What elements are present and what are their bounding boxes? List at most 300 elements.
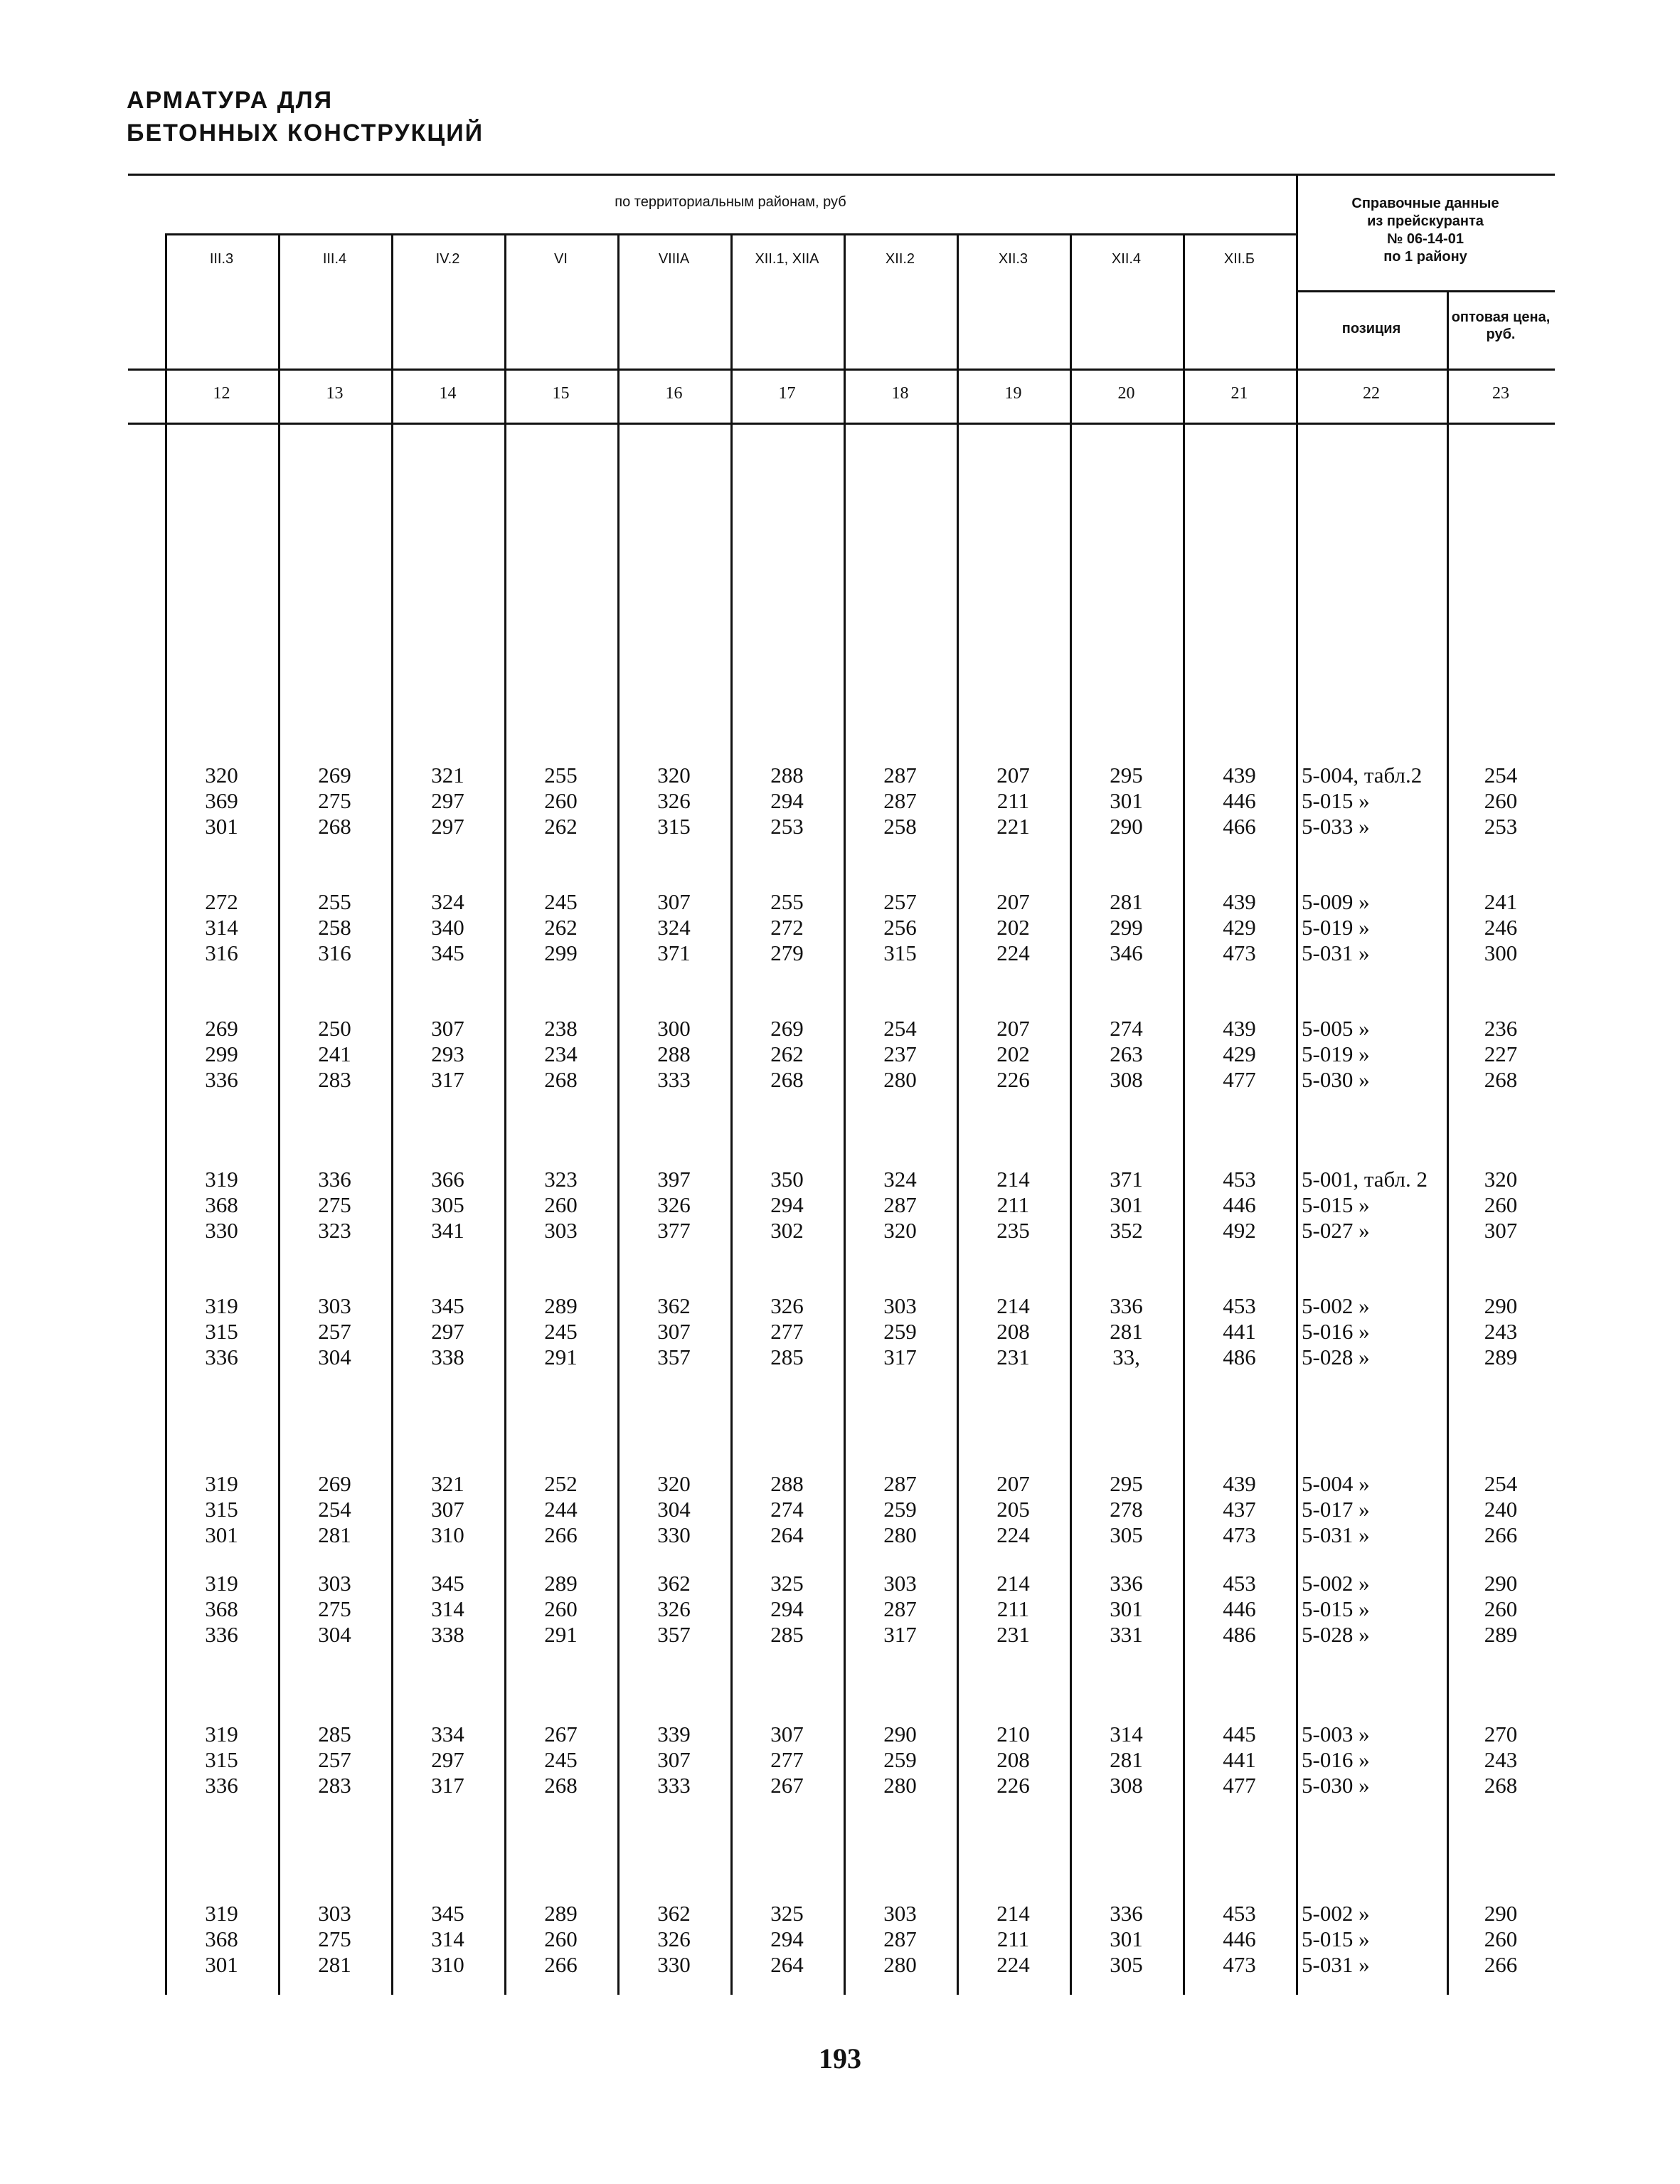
table-cell: 211	[996, 1192, 1030, 1217]
table-cell: 287	[883, 788, 917, 813]
table-cell: 262	[770, 1041, 804, 1066]
column-header-13: III.4	[322, 251, 347, 267]
page-number: 193	[819, 2042, 861, 2074]
table-cell: 321	[431, 1471, 464, 1496]
table-cell: 268	[318, 814, 351, 839]
position-cell: 5-005 »	[1302, 1016, 1370, 1041]
table-cell: 319	[205, 1471, 238, 1496]
price-cell: 300	[1484, 940, 1518, 965]
table-cell: 260	[544, 788, 578, 813]
table-cell: 336	[1110, 1901, 1143, 1926]
table-cell: 473	[1223, 1522, 1256, 1547]
position-cell: 5-017 »	[1302, 1497, 1370, 1522]
table-cell: 314	[431, 1596, 464, 1621]
table-cell: 226	[996, 1067, 1030, 1092]
table-cell: 290	[1110, 814, 1143, 839]
price-cell: 270	[1484, 1722, 1518, 1746]
table-cell: 473	[1223, 1952, 1256, 1977]
table-cell: 315	[657, 814, 691, 839]
price-cell: 253	[1484, 814, 1518, 839]
reference-header: Справочные данные из прейскуранта № 06-14-01 по 1 району	[1351, 196, 1499, 265]
table-cell: 326	[657, 1192, 691, 1217]
group-header: по территориальным районам, руб	[615, 194, 846, 210]
position-cell: 5-015 »	[1302, 1192, 1370, 1217]
column-header-15: VI	[554, 251, 568, 267]
table-cell: 237	[883, 1041, 917, 1066]
table-cell: 368	[205, 1926, 238, 1951]
table-cell: 317	[431, 1067, 464, 1092]
table-cell: 437	[1223, 1497, 1256, 1522]
table-cell: 260	[544, 1596, 578, 1621]
table-cell: 297	[431, 1747, 464, 1772]
table-cell: 301	[1110, 1192, 1143, 1217]
table-cell: 303	[544, 1218, 578, 1243]
table-cell: 268	[770, 1067, 804, 1092]
table-cell: 336	[205, 1773, 238, 1798]
table-cell: 317	[431, 1773, 464, 1798]
table-cell: 362	[657, 1293, 691, 1318]
table-cell: 214	[996, 1167, 1030, 1192]
position-cell: 5-028 »	[1302, 1622, 1370, 1647]
table-cell: 346	[1110, 940, 1143, 965]
table-cell: 211	[996, 788, 1030, 813]
table-cell: 315	[205, 1319, 238, 1344]
column-header-21: XII.Б	[1223, 251, 1255, 267]
table-cell: 362	[657, 1571, 691, 1596]
table-cell: 486	[1223, 1345, 1256, 1369]
table-cell: 301	[205, 1522, 238, 1547]
table-cell: 441	[1223, 1747, 1256, 1772]
table-cell: 326	[657, 1596, 691, 1621]
table-cell: 302	[770, 1218, 804, 1243]
position-cell: 5-033 »	[1302, 814, 1370, 839]
title-line-1: АРМАТУРА ДЛЯ	[127, 87, 334, 114]
table-cell: 362	[657, 1901, 691, 1926]
position-cell: 5-019 »	[1302, 1041, 1370, 1066]
table-cell: 264	[770, 1952, 804, 1977]
table-cell: 377	[657, 1218, 691, 1243]
table-cell: 473	[1223, 940, 1256, 965]
table-cell: 257	[318, 1747, 351, 1772]
table-cell: 446	[1223, 1192, 1256, 1217]
table-cell: 255	[318, 889, 351, 914]
table-cell: 320	[883, 1218, 917, 1243]
table-cell: 277	[770, 1319, 804, 1344]
price-table	[128, 174, 1555, 2023]
column-header-16: VIIIA	[658, 251, 690, 267]
column-number: 21	[1230, 384, 1248, 403]
table-cell: 269	[318, 763, 351, 788]
table-cell: 275	[318, 1192, 351, 1217]
table-cell: 202	[996, 1041, 1030, 1066]
table-cell: 439	[1223, 1471, 1256, 1496]
table-cell: 304	[318, 1622, 351, 1647]
table-cell: 245	[544, 1319, 578, 1344]
price-cell: 260	[1484, 1192, 1518, 1217]
position-cell: 5-002 »	[1302, 1571, 1370, 1596]
table-cell: 299	[1110, 915, 1143, 940]
table-cell: 267	[770, 1773, 804, 1798]
table-cell: 208	[996, 1319, 1030, 1344]
table-cell: 371	[1110, 1167, 1143, 1192]
table-cell: 314	[431, 1926, 464, 1951]
table-cell: 289	[544, 1293, 578, 1318]
table-cell: 307	[657, 889, 691, 914]
table-cell: 211	[996, 1926, 1030, 1951]
table-cell: 260	[544, 1192, 578, 1217]
price-cell: 243	[1484, 1747, 1518, 1772]
table-cell: 253	[770, 814, 804, 839]
table-cell: 307	[770, 1722, 804, 1746]
price-cell: 260	[1484, 1596, 1518, 1621]
column-header-price: оптовая цена, руб.	[1451, 309, 1551, 342]
position-cell: 5-030 »	[1302, 1773, 1370, 1798]
table-cell: 301	[1110, 1596, 1143, 1621]
table-cell: 231	[996, 1622, 1030, 1647]
column-number: 22	[1363, 384, 1380, 403]
table-cell: 214	[996, 1293, 1030, 1318]
table-cell: 297	[431, 814, 464, 839]
table-cell: 338	[431, 1345, 464, 1369]
price-cell: 246	[1484, 915, 1518, 940]
column-number: 17	[778, 384, 796, 403]
table-cell: 259	[883, 1319, 917, 1344]
column-header-19: XII.3	[998, 251, 1028, 267]
table-cell: 226	[996, 1773, 1030, 1798]
table-cell: 316	[318, 940, 351, 965]
table-cell: 266	[544, 1522, 578, 1547]
table-cell: 281	[1110, 1319, 1143, 1344]
price-cell: 290	[1484, 1901, 1518, 1926]
table-cell: 285	[770, 1622, 804, 1647]
table-cell: 258	[318, 915, 351, 940]
table-cell: 446	[1223, 1926, 1256, 1951]
column-number: 18	[891, 384, 909, 403]
table-cell: 486	[1223, 1622, 1256, 1647]
table-cell: 315	[205, 1497, 238, 1522]
table-cell: 269	[770, 1016, 804, 1041]
table-cell: 221	[996, 814, 1030, 839]
table-cell: 288	[657, 1041, 691, 1066]
table-cell: 345	[431, 1901, 464, 1926]
table-cell: 324	[431, 889, 464, 914]
price-cell: 243	[1484, 1319, 1518, 1344]
table-cell: 326	[770, 1293, 804, 1318]
table-cell: 325	[770, 1901, 804, 1926]
table-cell: 301	[1110, 1926, 1143, 1951]
price-cell: 320	[1484, 1167, 1518, 1192]
table-cell: 294	[770, 1596, 804, 1621]
table-cell: 368	[205, 1596, 238, 1621]
table-cell: 441	[1223, 1319, 1256, 1344]
table-cell: 323	[544, 1167, 578, 1192]
table-cell: 340	[431, 915, 464, 940]
reference-header-rule	[1296, 290, 1555, 292]
price-cell: 268	[1484, 1067, 1518, 1092]
table-cell: 255	[544, 763, 578, 788]
table-cell: 275	[318, 1926, 351, 1951]
table-cell: 305	[1110, 1522, 1143, 1547]
column-header-14: IV.2	[435, 251, 460, 267]
table-cell: 307	[431, 1016, 464, 1041]
table-cell: 439	[1223, 1016, 1256, 1041]
table-cell: 446	[1223, 1596, 1256, 1621]
table-cell: 241	[318, 1041, 351, 1066]
table-cell: 277	[770, 1747, 804, 1772]
table-cell: 371	[657, 940, 691, 965]
position-cell: 5-030 »	[1302, 1067, 1370, 1092]
table-cell: 336	[205, 1622, 238, 1647]
table-cell: 319	[205, 1571, 238, 1596]
column-number: 19	[1004, 384, 1022, 403]
table-cell: 314	[205, 915, 238, 940]
price-cell: 290	[1484, 1571, 1518, 1596]
table-cell: 287	[883, 1926, 917, 1951]
table-cell: 256	[883, 915, 917, 940]
position-cell: 5-002 »	[1302, 1901, 1370, 1926]
page-title	[127, 84, 484, 149]
position-cell: 5-016 »	[1302, 1319, 1370, 1344]
table-cell: 279	[770, 940, 804, 965]
table-cell: 303	[318, 1293, 351, 1318]
table-cell: 297	[431, 1319, 464, 1344]
table-cell: 336	[318, 1167, 351, 1192]
table-cell: 260	[544, 1926, 578, 1951]
table-cell: 287	[883, 763, 917, 788]
position-cell: 5-009 »	[1302, 889, 1370, 914]
column-header-17: XII.1, XIIA	[755, 251, 819, 267]
table-cell: 266	[544, 1952, 578, 1977]
table-cell: 336	[1110, 1571, 1143, 1596]
position-cell: 5-001, табл. 2	[1302, 1167, 1428, 1192]
position-cell: 5-028 »	[1302, 1345, 1370, 1369]
table-cell: 285	[770, 1345, 804, 1369]
column-number: 15	[552, 384, 570, 403]
table-top-rule	[128, 174, 1555, 176]
table-cell: 336	[205, 1345, 238, 1369]
table-cell: 352	[1110, 1218, 1143, 1243]
table-cell: 274	[1110, 1016, 1143, 1041]
table-cell: 319	[205, 1901, 238, 1926]
table-cell: 291	[544, 1622, 578, 1647]
table-cell: 453	[1223, 1293, 1256, 1318]
table-cell: 288	[770, 1471, 804, 1496]
table-cell: 330	[657, 1522, 691, 1547]
column-header-position: позиция	[1341, 321, 1401, 336]
table-cell: 331	[1110, 1622, 1143, 1647]
column-number: 13	[326, 384, 344, 403]
table-cell: 288	[770, 763, 804, 788]
table-cell: 301	[1110, 788, 1143, 813]
table-cell: 315	[205, 1747, 238, 1772]
table-cell: 211	[996, 1596, 1030, 1621]
table-cell: 208	[996, 1747, 1030, 1772]
table-cell: 295	[1110, 1471, 1143, 1496]
table-cell: 207	[996, 1016, 1030, 1041]
column-header-18: XII.2	[885, 251, 915, 267]
table-cell: 294	[770, 1192, 804, 1217]
table-cell: 285	[318, 1722, 351, 1746]
table-cell: 280	[883, 1522, 917, 1547]
table-cell: 207	[996, 763, 1030, 788]
table-cell: 307	[431, 1497, 464, 1522]
table-cell: 299	[205, 1041, 238, 1066]
position-cell: 5-031 »	[1302, 1952, 1370, 1977]
table-cell: 334	[431, 1722, 464, 1746]
table-cell: 439	[1223, 763, 1256, 788]
table-cell: 305	[431, 1192, 464, 1217]
table-cell: 290	[883, 1722, 917, 1746]
table-cell: 281	[318, 1522, 351, 1547]
price-cell: 307	[1484, 1218, 1518, 1243]
table-cell: 281	[1110, 1747, 1143, 1772]
table-cell: 272	[205, 889, 238, 914]
table-cell: 244	[544, 1497, 578, 1522]
table-cell: 330	[657, 1952, 691, 1977]
price-cell: 290	[1484, 1293, 1518, 1318]
column-number: 23	[1492, 384, 1509, 403]
position-cell: 5-004, табл.2	[1302, 763, 1423, 788]
price-cell: 268	[1484, 1773, 1518, 1798]
table-cell: 262	[544, 915, 578, 940]
table-cell: 304	[657, 1497, 691, 1522]
table-cell: 299	[544, 940, 578, 965]
position-cell: 5-019 »	[1302, 915, 1370, 940]
table-cell: 275	[318, 1596, 351, 1621]
table-cell: 207	[996, 1471, 1030, 1496]
table-cell: 254	[318, 1497, 351, 1522]
table-cell: 336	[205, 1067, 238, 1092]
table-cell: 307	[657, 1747, 691, 1772]
table-cell: 287	[883, 1596, 917, 1621]
table-cell: 317	[883, 1622, 917, 1647]
position-cell: 5-016 »	[1302, 1747, 1370, 1772]
table-cell: 304	[318, 1345, 351, 1369]
table-cell: 259	[883, 1497, 917, 1522]
table-cell: 368	[205, 1192, 238, 1217]
table-cell: 252	[544, 1471, 578, 1496]
table-cell: 210	[996, 1722, 1030, 1746]
table-cell: 280	[883, 1952, 917, 1977]
table-cell: 202	[996, 915, 1030, 940]
table-cell: 303	[318, 1901, 351, 1926]
table-cell: 357	[657, 1622, 691, 1647]
table-cell: 289	[544, 1901, 578, 1926]
column-number: 12	[213, 384, 230, 403]
table-cell: 324	[883, 1167, 917, 1192]
price-cell: 227	[1484, 1041, 1518, 1066]
table-cell: 330	[205, 1218, 238, 1243]
table-cell: 345	[431, 1571, 464, 1596]
title-line-2: БЕТОННЫХ КОНСТРУКЦИЙ	[127, 120, 484, 147]
price-cell: 266	[1484, 1952, 1518, 1977]
table-cell: 477	[1223, 1067, 1256, 1092]
table-cell: 224	[996, 1522, 1030, 1547]
table-cell: 269	[318, 1471, 351, 1496]
table-cell: 319	[205, 1293, 238, 1318]
table-cell: 264	[770, 1522, 804, 1547]
table-cell: 275	[318, 788, 351, 813]
table-cell: 324	[657, 915, 691, 940]
position-cell: 5-003 »	[1302, 1722, 1370, 1746]
price-cell: 266	[1484, 1522, 1518, 1547]
table-cell: 205	[996, 1497, 1030, 1522]
price-cell: 260	[1484, 788, 1518, 813]
table-cell: 357	[657, 1345, 691, 1369]
table-cell: 314	[1110, 1722, 1143, 1746]
position-cell: 5-031 »	[1302, 940, 1370, 965]
table-cell: 315	[883, 940, 917, 965]
table-cell: 289	[544, 1571, 578, 1596]
table-cell: 269	[205, 1016, 238, 1041]
table-cell: 281	[1110, 889, 1143, 914]
table-cell: 333	[657, 1067, 691, 1092]
table-cell: 267	[544, 1722, 578, 1746]
table-cell: 300	[657, 1016, 691, 1041]
table-cell: 307	[657, 1319, 691, 1344]
table-cell: 439	[1223, 889, 1256, 914]
table-cell: 321	[431, 763, 464, 788]
table-cell: 245	[544, 889, 578, 914]
table-cell: 397	[657, 1167, 691, 1192]
table-cell: 308	[1110, 1773, 1143, 1798]
table-cell: 297	[431, 788, 464, 813]
position-cell: 5-015 »	[1302, 1596, 1370, 1621]
table-cell: 272	[770, 915, 804, 940]
table-cell: 257	[883, 889, 917, 914]
table-cell: 255	[770, 889, 804, 914]
table-cell: 350	[770, 1167, 804, 1192]
table-cell: 278	[1110, 1497, 1143, 1522]
table-cell: 319	[205, 1167, 238, 1192]
table-cell: 429	[1223, 915, 1256, 940]
table-cell: 366	[431, 1167, 464, 1192]
table-cell: 238	[544, 1016, 578, 1041]
table-cell: 214	[996, 1571, 1030, 1596]
table-cell: 325	[770, 1571, 804, 1596]
price-cell: 241	[1484, 889, 1518, 914]
table-cell: 280	[883, 1773, 917, 1798]
price-cell: 289	[1484, 1345, 1518, 1369]
table-cell: 338	[431, 1622, 464, 1647]
position-cell: 5-027 »	[1302, 1218, 1370, 1243]
column-number: 20	[1117, 384, 1135, 403]
table-cell: 274	[770, 1497, 804, 1522]
table-cell: 453	[1223, 1571, 1256, 1596]
table-cell: 287	[883, 1192, 917, 1217]
table-cell: 268	[544, 1067, 578, 1092]
table-cell: 333	[657, 1773, 691, 1798]
table-cell: 345	[431, 1293, 464, 1318]
table-cell: 336	[1110, 1293, 1143, 1318]
table-cell: 254	[883, 1016, 917, 1041]
table-cell: 257	[318, 1319, 351, 1344]
table-cell: 445	[1223, 1722, 1256, 1746]
table-cell: 446	[1223, 788, 1256, 813]
table-cell: 319	[205, 1722, 238, 1746]
table-cell: 303	[883, 1571, 917, 1596]
table-cell: 339	[657, 1722, 691, 1746]
header-bottom-rule	[128, 369, 1555, 371]
table-cell: 301	[205, 814, 238, 839]
column-header-20: XII.4	[1111, 251, 1142, 267]
table-cell: 250	[318, 1016, 351, 1041]
table-cell: 294	[770, 788, 804, 813]
table-cell: 224	[996, 940, 1030, 965]
table-cell: 262	[544, 814, 578, 839]
table-cell: 301	[205, 1952, 238, 1977]
table-cell: 287	[883, 1471, 917, 1496]
